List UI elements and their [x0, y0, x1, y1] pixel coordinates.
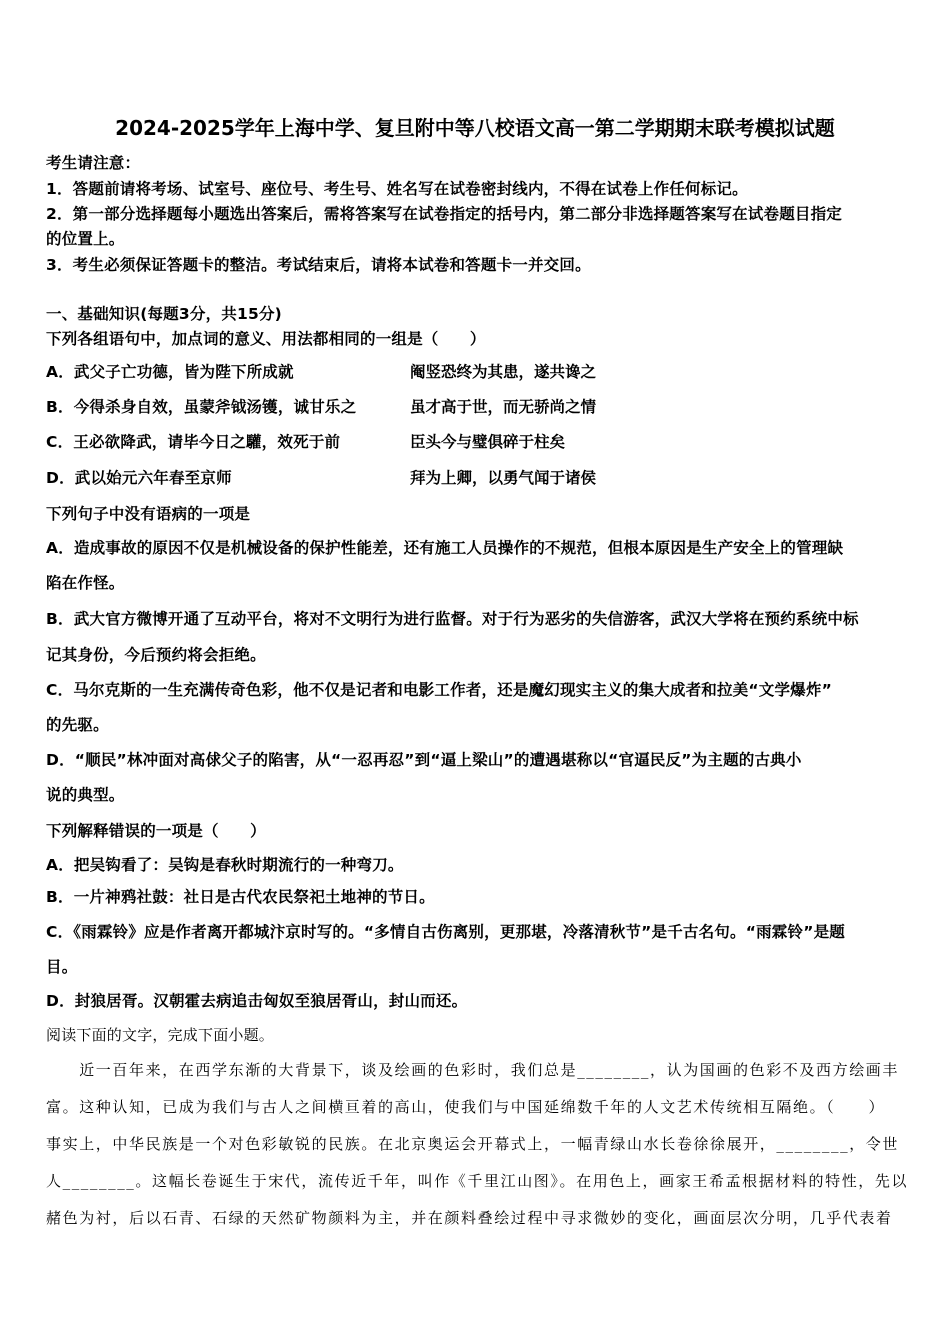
passage-line: 富。这种认知，已成为我们与古人之间横亘着的高山，使我们与中国延绵数千年的人文艺术传统相互隔绝。（ ） — [46, 1098, 886, 1116]
option-line: D．“顺民”林冲面对高俅父子的陷害，从“一忍再忍”到“逼上梁山”的遭遇堪称以“官逼民反”为主题的古典小 — [46, 751, 802, 769]
notice-item: 1．答题前请将考场、试室号、座位号、考生号、姓名写在试卷密封线内，不得在试卷上作任何标记。 — [46, 180, 748, 198]
option-line: 的先驱。 — [46, 716, 109, 734]
option-line: A．把吴钩看了：吴钩是春秋时期流行的一种弯刀。 — [46, 856, 404, 874]
passage-line: 人________。这幅长卷诞生于宋代，流传近千年，叫作《千里江山图》。在用色上，画家王希孟根据材料的特性，先以 — [46, 1172, 909, 1190]
passage-line: 事实上，中华民族是一个对色彩敏锐的民族。在北京奥运会开幕式上，一幅青绿山水长卷徐徐展开，________，令世 — [46, 1135, 900, 1153]
option-a-left: A．武父子亡功德，皆为陛下所成就 — [46, 363, 294, 381]
notice-item: 2．第一部分选择题每小题选出答案后，需将答案写在试卷指定的括号内，第二部分非选择题答案写在试卷题目指定 — [46, 205, 842, 223]
question-stem: 下列各组语句中，加点词的意义、用法都相同的一组是（ ） — [46, 330, 486, 348]
option-b-left: B．今得杀身自效，虽蒙斧钺汤镬，诚甘乐之 — [46, 398, 357, 416]
option-c-left: C．王必欲降武，请毕今日之驩，效死于前 — [46, 433, 341, 451]
passage-line: 赭色为衬，后以石青、石绿的天然矿物颜料为主，并在颜料叠绘过程中寻求微妙的变化，画面层次分明，几乎代表着 — [46, 1209, 893, 1227]
option-a-right: 阉竖恐终为其患，遂共谗之 — [410, 363, 597, 381]
question-stem: 下列解释错误的一项是（ ） — [46, 822, 266, 840]
option-line: 记其身份，今后预约将会拒绝。 — [46, 646, 266, 664]
option-b-right: 虽才高于世，而无骄尚之情 — [410, 398, 597, 416]
section-heading: 一、基础知识(每题3分，共15分) — [46, 305, 282, 323]
notice-item: 的位置上。 — [46, 230, 125, 248]
reading-intro: 阅读下面的文字，完成下面小题。 — [46, 1026, 275, 1044]
passage-line: 近一百年来，在西学东渐的大背景下，谈及绘画的色彩时，我们总是________，认为国画的色彩不及西方绘画丰 — [46, 1061, 900, 1079]
notice-heading: 考生请注意： — [46, 154, 141, 172]
page-title: 2024-2025学年上海中学、复旦附中等八校语文高一第二学期期末联考模拟试题 — [115, 116, 835, 140]
question-stem: 下列句子中没有语病的一项是 — [46, 505, 251, 523]
option-d-left: D．武以始元六年春至京师 — [46, 469, 232, 487]
option-line: A．造成事故的原因不仅是机械设备的保护性能差，还有施工人员操作的不规范，但根本原因是生产安全上的管理缺 — [46, 539, 844, 557]
notice-item: 3．考生必须保证答题卡的整洁。考试结束后，请将本试卷和答题卡一并交回。 — [46, 256, 591, 274]
option-line: B．一片神鸦社鼓：社日是古代农民祭祀土地神的节日。 — [46, 888, 435, 906]
option-line: 说的典型。 — [46, 786, 125, 804]
option-line: 陷在作怪。 — [46, 574, 125, 592]
option-line: C．马尔克斯的一生充满传奇色彩，他不仅是记者和电影工作者，还是魔幻现实主义的集大成者和拉美“文学爆炸” — [46, 681, 832, 699]
option-d-right: 拜为上卿，以勇气闻于诸侯 — [410, 469, 597, 487]
option-line: D．封狼居胥。汉朝霍去病追击匈奴至狼居胥山，封山而还。 — [46, 992, 468, 1010]
option-c-right: 臣头今与璧俱碎于柱矣 — [410, 433, 566, 451]
option-line: 目。 — [46, 958, 78, 976]
option-line: B．武大官方微博开通了互动平台，将对不文明行为进行监督。对于行为恶劣的失信游客，武汉大学将在预约系统中标 — [46, 610, 859, 628]
option-line: C．《雨霖铃》应是作者离开都城汴京时写的。“多情自古伤离别，更那堪，冷落清秋节”是千古名句。“雨霖铃”是题 — [46, 923, 845, 941]
